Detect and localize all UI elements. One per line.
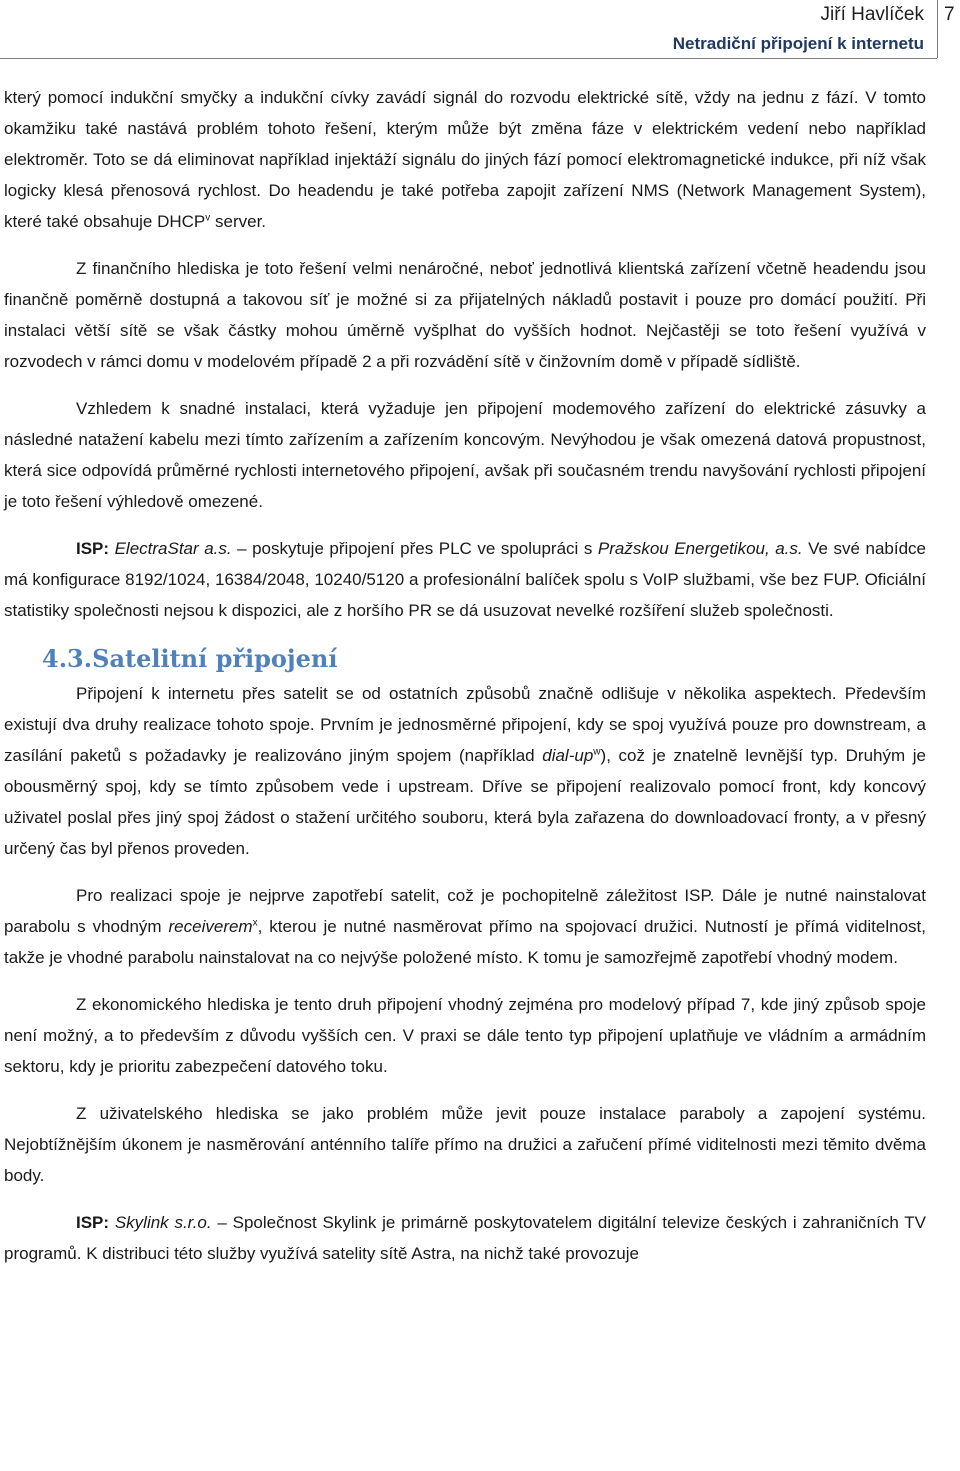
isp-label: ISP: — [76, 1213, 110, 1232]
paragraph-isp-skylink: ISP: Skylink s.r.o. – Společnost Skylink je primárně poskytovatelem digitální televize českých i zahraničních TV programů. K distribuci této služby využívá satelity sítě Astra, na nichž také provozuje — [4, 1213, 926, 1263]
page-number: 7 — [944, 4, 955, 25]
paragraph-satellite-intro: Připojení k internetu přes satelit se od ostatních způsobů značně odlišuje v několika aspektech. Především existují dva druhy realizace tohoto spoje. Prvním je jednosměrné připojení, kdy se spoj využívá pouze pro downstream, a zasílání paketů s požadavky je realizováno jiným spojem (například dial-$up^w$), což je znatelně levnější typ. Druhým je obousměrný spoj, kdy se tímto způsobem vede i upstream. Dříve se připojení realizovalo pomocí front, kdy koncový uživatel poslal přes jiný spoj žádost o stažení určitého souboru, která byla zařazena do downloadovací fronty, a v přesný určený čas byl přenos proveden. — [4, 684, 927, 858]
footnote-mark[interactable]: v — [205, 212, 211, 224]
isp-name: Skylink s.r.o. — [109, 1213, 212, 1232]
header-vertical-divider — [937, 0, 938, 58]
footnote-mark[interactable]: w — [593, 746, 601, 758]
paragraph-satellite-user: Z uživatelského hlediska se jako problém může jevit pouze instalace paraboly a zapojení systému. Nejobtížnějším úkonem je nasměrování anténního talíře přímo na družici a zařučení přímé viditelnosti mezi těmito dvěma body. — [4, 1104, 926, 1185]
paragraph-isp-electrastar: ISP: ElectraStar a.s. – poskytuje připojení přes PLC ve spolupráci s Pražskou Energetikou, a.s. Ve své nabídce má konfigurace 8192/1024, 16384/2048, 10240/5120 a profesionální balíček spolu s VoIP službami, vše bez FUP. Oficiální statistiky společnosti nejsou k dispozici, ale z horšího PR se dá usuzovat nevelké rozšíření služeb společnosti. — [4, 539, 926, 620]
page-header — [0, 0, 960, 70]
paragraph-financial: Z finančního hlediska je toto řešení velmi nenáročné, neboť jednotlivá klientská zařízení včetně headendu jsou finančně poměrně dostupná a takovou síť je možné si za přijatelných nákladů postavit i pouze pro domácí použití. Při instalaci větší sítě se však částky mohou úměrně vyšplhat do vyšších hodnot. Nejčastěji se toto řešení využívá v rozvodech v rámci domu v modelovém případě 2 a při rozvádění sítě v činžovním domě v případě sídliště. — [4, 259, 926, 371]
section-number: 4.3. — [42, 644, 93, 673]
header-title: Netradiční připojení k internetu — [672, 34, 924, 53]
header-divider — [0, 58, 937, 59]
isp-label: ISP: — [76, 539, 110, 558]
paragraph-installation: Vzhledem k snadné instalaci, která vyžaduje jen připojení modemového zařízení do elektrické zásuvky a následné natažení kabelu mezi tímto zařízením a zařízením koncovým. Nevýhodou je však omezená datová propustnost, která sice odpovídá průměrné rychlosti internetového připojení, avšak při současném trendu navyšování rychlosti připojení je toto řešení výhledově omezené. — [4, 399, 926, 511]
footnote-mark[interactable]: x — [252, 917, 258, 929]
paragraph-plc-injection: který pomocí indukční smyčky a indukční cívky zavádí signál do rozvodu elektrické sítě, vždy na jednu z fází. V tomto okamžiku také nastává problém tohoto řešení, kterým může být změna fáze v elektrickém vedení nebo například elektroměr. Toto se dá eliminovat například injektáží signálu do jiných fází pomocí elektromagnetické indukce, při níž však logicky klesá přenosová rychlost. Do headendu je také potřeba zapojit zařízení NMS (Network Management System), které také obsahuje DHCP$^v$ server. — [4, 88, 926, 231]
document-body — [4, 82, 926, 1285]
section-title: Satelitní připojení — [92, 644, 338, 673]
isp-partner: Pražskou Energetikou, a.s. — [597, 539, 803, 558]
header-author: Jiří Havlíček — [820, 4, 924, 25]
paragraph-satellite-economics: Z ekonomického hlediska je tento druh připojení vhodný zejména pro modelový případ 7, kde jiný způsob spoje není možný, a to především z důvodu vyšších cen. V praxi se dále tento typ připojení uplatňuje ve vládním a armádním sektoru, kdy je prioritu zabezpečení datového toku. — [4, 995, 926, 1076]
isp-name: ElectraStar a.s. — [109, 539, 232, 558]
paragraph-satellite-realization: Pro realizaci spoje je nejprve zapotřebí satelit, což je pochopitelně záležitost ISP. Dále je nutné nainstalovat parabolu s vhodným receiverem$^x$, kterou je nutné nasměrovat přímo na spojovací družici. Nutností je přímá viditelnost, takže je vhodné parabolu nainstalovat na co nejvýše položené místo. K tomu je samozřejmě zapotřebí vhodný modem. — [4, 886, 926, 967]
section-heading — [42, 642, 926, 676]
